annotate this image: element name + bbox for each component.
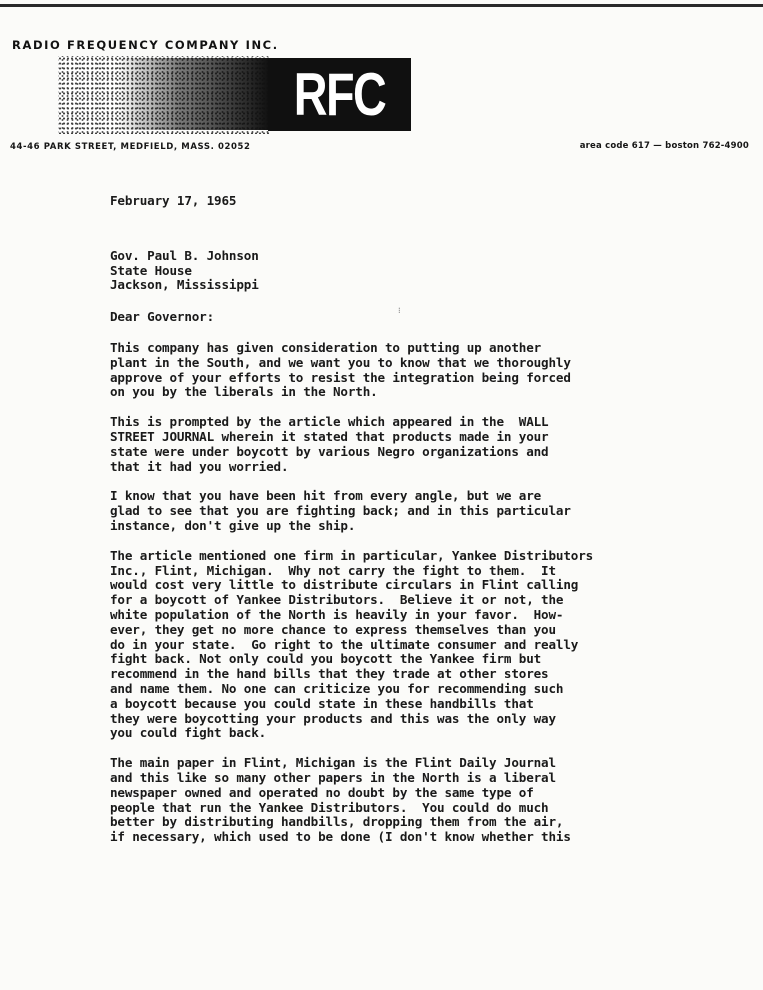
addressee-line: Jackson, Mississippi [110, 277, 259, 293]
paragraph-line: newspaper owned and operated no doubt by the same type of [110, 784, 534, 800]
top-rule [0, 4, 763, 7]
paragraph-line: STREET JOURNAL wherein it stated that products made in your [110, 428, 549, 444]
addressee-line: State House [110, 262, 192, 278]
paragraph-line: Inc., Flint, Michigan. Why not carry the fight to them. It [110, 562, 556, 578]
rfc-logo [268, 58, 411, 131]
paragraph [110, 489, 710, 533]
logo-text: RFC [293, 61, 386, 128]
salutation: Dear Governor: [110, 309, 215, 325]
paragraph [110, 415, 710, 474]
paragraph-line: you could fight back. [110, 725, 267, 741]
paragraph [110, 341, 710, 400]
logo-gradient [118, 58, 270, 130]
paragraph-line: on you by the liberals in the North. [110, 384, 378, 400]
paragraph-line: The article mentioned one firm in particular, Yankee Distributors [110, 547, 594, 563]
paragraph-line: recommend in the hand bills that they trade at other stores [110, 666, 549, 682]
paragraph-line: This is prompted by the article which appeared in the WALL [110, 414, 549, 430]
company-address: 44-46 PARK STREET, MEDFIELD, MASS. 02052 [10, 142, 251, 152]
paragraph-line: if necessary, which used to be done (I don't know whether this [110, 829, 571, 845]
paragraph-line: plant in the South, and we want you to know that we thoroughly [110, 354, 571, 370]
paragraph-line: instance, don't give up the ship. [110, 517, 356, 533]
company-phone: area code 617 — boston 762-4900 [579, 141, 749, 151]
paragraph-line: better by distributing handbills, dropping them from the air, [110, 814, 564, 830]
paragraph [110, 756, 710, 845]
paragraph-line: This company has given consideration to putting up another [110, 339, 542, 355]
paragraph-line: and this like so many other papers in the North is a liberal [110, 769, 556, 785]
paragraph-line: that it had you worried. [110, 458, 289, 474]
paragraph-line: fight back. Not only could you boycott the Yankee firm but [110, 651, 542, 667]
stray-mark: ⁝ [398, 306, 401, 315]
paragraph-line: The main paper in Flint, Michigan is the Flint Daily Journal [110, 755, 556, 771]
paragraph-line: they were boycotting your products and this was the only way [110, 710, 556, 726]
paragraph-line: white population of the North is heavily in your favor. How- [110, 606, 564, 622]
paragraph-line: a boycott because you could state in these handbills that [110, 695, 534, 711]
paragraph-line: I know that you have been hit from every angle, but we are [110, 488, 542, 504]
paragraph-line: people that run the Yankee Distributors. You could do much [110, 799, 549, 815]
paragraph-line: and name them. No one can criticize you for recommending such [110, 680, 564, 696]
paragraph-line: would cost very little to distribute circulars in Flint calling [110, 577, 579, 593]
paragraph-line: for a boycott of Yankee Distributors. Believe it or not, the [110, 592, 564, 608]
addressee-line: Gov. Paul B. Johnson [110, 247, 259, 263]
paragraph-line: do in your state. Go right to the ultimate consumer and really [110, 636, 579, 652]
addressee-block [110, 249, 710, 293]
paragraph-line: state were under boycott by various Negro organizations and [110, 443, 549, 459]
letter-body [110, 194, 710, 860]
company-name: RADIO FREQUENCY COMPANY INC. [12, 38, 279, 52]
paragraph-line: glad to see that you are fighting back; and in this particular [110, 503, 571, 519]
letter-date: February 17, 1965 [110, 193, 237, 208]
paragraph-line: approve of your efforts to resist the integration being forced [110, 369, 571, 385]
paragraph-line: ever, they get no more chance to express themselves than you [110, 621, 556, 637]
paragraph [110, 549, 710, 741]
